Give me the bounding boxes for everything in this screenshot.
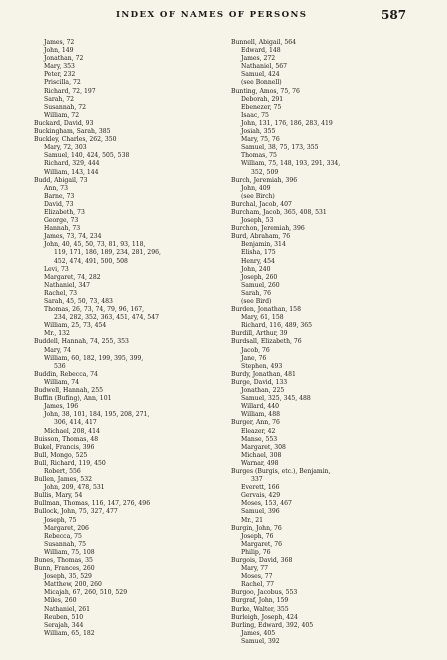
index-subentry: Mary, 74 [44, 345, 72, 354]
index-subentry: Elizabeth, 73 [44, 207, 85, 216]
index-subentry: Samuel, 396 [241, 507, 280, 516]
index-continuation: 452, 474, 491, 500, 508 [54, 256, 128, 265]
index-entry: Bullis, Mary, 54 [34, 491, 83, 500]
index-subentry: William, 25, 73, 454 [44, 321, 107, 330]
index-subentry: William, 65, 182 [44, 628, 95, 637]
index-subentry: William, 488 [241, 410, 280, 419]
index-subentry: Samuel, 325, 345, 488 [241, 394, 311, 403]
index-subentry: (see Bonnell) [241, 78, 282, 87]
page-number: 587 [381, 8, 407, 22]
index-subentry: Margaret, 308 [241, 442, 286, 451]
index-subentry: Barne, 73 [44, 191, 75, 200]
index-subentry: Robert, 556 [44, 466, 81, 475]
index-subentry: William, 75, 108 [44, 547, 95, 556]
index-subentry: James, 196 [44, 402, 79, 411]
index-subentry: Joseph, 53 [241, 216, 274, 225]
index-subentry: Sarah, 72 [44, 94, 75, 103]
index-subentry: William, 74 [44, 377, 80, 386]
index-subentry: Matthew, 200, 260 [44, 580, 102, 589]
index-entry: Burgois, David, 368 [231, 556, 293, 564]
index-subentry: Nathaniel, 347 [44, 280, 91, 289]
index-subentry: Samuel, 38, 75, 173, 355 [241, 143, 319, 152]
index-subentry: Henry, 454 [241, 256, 275, 265]
index-subentry: Mary, 353 [44, 62, 75, 71]
index-subentry: James, 73, 74, 234 [44, 232, 102, 241]
index-subentry: Jane, 76 [241, 353, 267, 362]
index-subentry: Rachel, 73 [44, 288, 78, 297]
index-subentry: Rachel, 77 [241, 580, 275, 589]
index-subentry: Everett, 166 [241, 483, 280, 492]
index-entry: Burch, Jeremiah, 396 [231, 175, 298, 184]
index-entry: Burger, Ann, 76 [231, 418, 280, 427]
index-subentry: Isaac, 75 [241, 110, 269, 119]
index-subentry: John, 240 [241, 264, 271, 273]
index-subentry: William, 143, 144 [44, 167, 99, 176]
index-subentry: Margaret, 206 [44, 523, 89, 532]
index-subentry: Warnar, 498 [241, 458, 279, 467]
index-subentry: Mary, 61, 158 [241, 313, 284, 322]
index-subentry: John, 409 [241, 183, 271, 192]
index-subentry: Joseph, 75 [44, 515, 77, 524]
index-subentry: Jacob, 76 [241, 345, 270, 354]
index-subentry: Richard, 116, 489, 365 [241, 321, 313, 330]
index-subentry: Serajah, 344 [44, 620, 84, 629]
index-subentry: John, 209, 478, 531 [44, 483, 105, 492]
index-subentry: Reuben, 510 [44, 612, 84, 621]
index-subentry: Susannah, 75 [44, 539, 87, 548]
index-entry: Burgoo, Jacobus, 553 [231, 588, 298, 597]
index-subentry: Mr., 132 [44, 329, 70, 338]
index-subentry: John, 149 [44, 46, 74, 55]
index-entry: Burgraf, John, 159 [231, 596, 289, 605]
index-subentry: Benjamin, 314 [241, 240, 286, 249]
index-subentry: Deborah, 291 [241, 94, 284, 103]
index-subentry: Moses, 77 [241, 572, 273, 581]
index-subentry: Mary, 77 [241, 564, 269, 573]
index-subentry: Elisha, 175 [241, 248, 276, 257]
index-subentry: Peter, 232 [44, 70, 76, 79]
index-entry: Bull, Richard, 119, 450 [34, 458, 106, 467]
index-subentry: Margaret, 74, 282 [44, 272, 101, 281]
index-subentry: Joseph, 76 [241, 531, 274, 540]
index-subentry: William, 75, 148, 193, 291, 334, [241, 159, 341, 168]
index-entry: Buckingham, Sarah, 385 [34, 127, 111, 136]
index-column-right [231, 38, 437, 645]
index-entry: Bukel, Francis, 396 [34, 442, 95, 451]
index-subentry: Michael, 308 [241, 450, 282, 459]
index-subentry: Willard, 440 [241, 402, 280, 411]
index-subentry: Nathaniel, 261 [44, 604, 91, 613]
index-entry: Buffin (Bufing), Ann, 101 [34, 394, 112, 403]
index-subentry: George, 73 [44, 216, 79, 225]
index-subentry: Edward, 148 [241, 46, 281, 55]
index-subentry: Richard, 72, 197 [44, 86, 96, 95]
index-subentry: Thomas, 75 [241, 151, 277, 160]
index-subentry: David, 73 [44, 199, 74, 208]
index-continuation: 306, 414, 417 [54, 418, 97, 427]
index-entry: Buckard, David, 93 [34, 118, 94, 127]
index-subentry: John, 38, 101, 184, 195, 208, 271, [44, 410, 150, 419]
index-entry: Bull, Mongo, 525 [34, 450, 88, 459]
index-entry: Burge, David, 133 [231, 377, 288, 386]
index-entry: Buisson, Thomas, 48 [34, 434, 99, 443]
index-entry: Bunes, Thomas, 35 [34, 556, 93, 564]
index-entry: Burdsall, Elizabeth, 76 [231, 337, 302, 346]
index-subentry: John, 40, 45, 50, 73, 81, 93, 118, [44, 240, 146, 249]
index-subentry: Philip, 76 [241, 547, 271, 556]
index-continuation: 536 [54, 361, 66, 370]
index-entry: Bullen, James, 532 [34, 475, 92, 484]
index-entry: Burchon, Jeremiah, 396 [231, 224, 305, 233]
index-subentry: Margaret, 76 [241, 539, 283, 548]
index-subentry: Micajah, 67, 260, 510, 529 [44, 588, 128, 597]
index-entry: Burchal, Jacob, 407 [231, 199, 292, 208]
index-subentry: Jonathan, 72 [44, 54, 84, 63]
index-subentry: Stephen, 493 [241, 361, 283, 370]
index-entry: Bullock, John, 75, 327, 477 [34, 507, 118, 516]
index-subentry: Ann, 73 [44, 183, 68, 192]
index-subentry: James, 72 [44, 38, 75, 46]
index-subentry: Samuel, 140, 424, 505, 538 [44, 151, 130, 160]
index-subentry: Mr., 21 [241, 515, 264, 524]
index-subentry: Richard, 329, 444 [44, 159, 100, 168]
index-entry: Burling, Edward, 392, 405 [231, 620, 314, 629]
index-subentry: Eleazer, 42 [241, 426, 276, 435]
index-entry: Burdill, Arthur, 39 [231, 329, 288, 338]
index-subentry: Josiah, 355 [241, 127, 276, 136]
index-entry: Buckley, Charles, 262, 350 [34, 135, 117, 144]
index-subentry: John, 131, 176, 186, 283, 419 [241, 118, 333, 127]
page-header [0, 0, 447, 28]
index-subentry: Miles, 260 [44, 596, 77, 605]
index-entry: Budwell, Hannah, 255 [34, 386, 103, 395]
index-entry: Buddin, Rebecca, 74 [34, 369, 98, 378]
index-subentry: Samuel, 424 [241, 70, 280, 79]
index-subentry: Nathaniel, 567 [241, 62, 288, 71]
index-entry: Budd, Abigail, 73 [34, 175, 88, 184]
running-title: INDEX OF NAMES OF PERSONS [116, 10, 308, 20]
index-column-left [34, 38, 224, 637]
index-subentry: James, 272 [241, 54, 276, 63]
index-subentry: Priscilla, 72 [44, 78, 81, 87]
index-entry: Burgin, John, 76 [231, 523, 282, 532]
index-entry: Bunnell, Abigail, 564 [231, 38, 297, 46]
index-subentry: Thomas, 26, 73, 74, 79, 96, 167, [44, 305, 145, 314]
index-subentry: Michael, 208, 414 [44, 426, 100, 435]
index-entry: Burd, Abraham, 76 [231, 232, 291, 241]
index-entry: Burden, Jonathan, 158 [231, 305, 301, 314]
index-subentry: Hannah, 73 [44, 224, 81, 233]
index-subentry: (see Birch) [241, 191, 275, 200]
index-entry: Burcham, Jacob, 365, 408, 531 [231, 207, 327, 216]
index-subentry: Sarah, 45, 50, 73, 483 [44, 297, 113, 305]
index-entry: Bunn, Frances, 260 [34, 564, 95, 573]
index-entry: Burleigh, Joseph, 424 [231, 612, 298, 621]
index-subentry: Mary, 75, 76 [241, 135, 280, 144]
index-entry: Bunting, Amos, 75, 76 [231, 86, 300, 95]
index-entry: Bullman, Thomas, 116, 147, 276, 496 [34, 499, 151, 508]
index-entry: Burke, Walter, 355 [231, 604, 289, 613]
index-continuation: 352, 509 [251, 167, 279, 176]
index-subentry: Jonathan, 225 [241, 386, 285, 395]
index-entry: Burges (Burgis, etc.), Benjamin, [231, 466, 331, 475]
index-subentry: Joseph, 260 [241, 272, 278, 281]
index-entry: Burdy, Jonathan, 481 [231, 369, 296, 378]
index-subentry: Levi, 73 [44, 264, 69, 273]
index-subentry: Ebenezer, 75 [241, 102, 282, 111]
index-subentry: Samuel, 392 [241, 636, 280, 645]
index-subentry: Manse, 553 [241, 434, 278, 443]
index-subentry: Susannah, 72 [44, 102, 87, 111]
index-subentry: Mary, 72, 303 [44, 143, 87, 152]
index-subentry: (see Bird) [241, 297, 272, 305]
index-continuation: 234, 282, 352, 363, 451, 474, 547 [54, 313, 159, 322]
index-subentry: Gervais, 429 [241, 491, 281, 500]
index-continuation: 119, 171, 186, 189, 234, 281, 296, [54, 248, 161, 257]
index-subentry: Samuel, 260 [241, 280, 280, 289]
index-subentry: James, 405 [241, 628, 276, 637]
index-subentry: William, 72 [44, 110, 80, 119]
index-subentry: Joseph, 35, 529 [44, 572, 92, 581]
index-subentry: Sarah, 76 [241, 288, 272, 297]
index-entry: Buddell, Hannah, 74, 255, 353 [34, 337, 129, 346]
index-continuation: 337 [251, 475, 263, 484]
index-subentry: Moses, 153, 467 [241, 499, 292, 508]
index-subentry: William, 60, 182, 199, 395, 399, [44, 353, 144, 362]
index-subentry: Rebecca, 75 [44, 531, 82, 540]
